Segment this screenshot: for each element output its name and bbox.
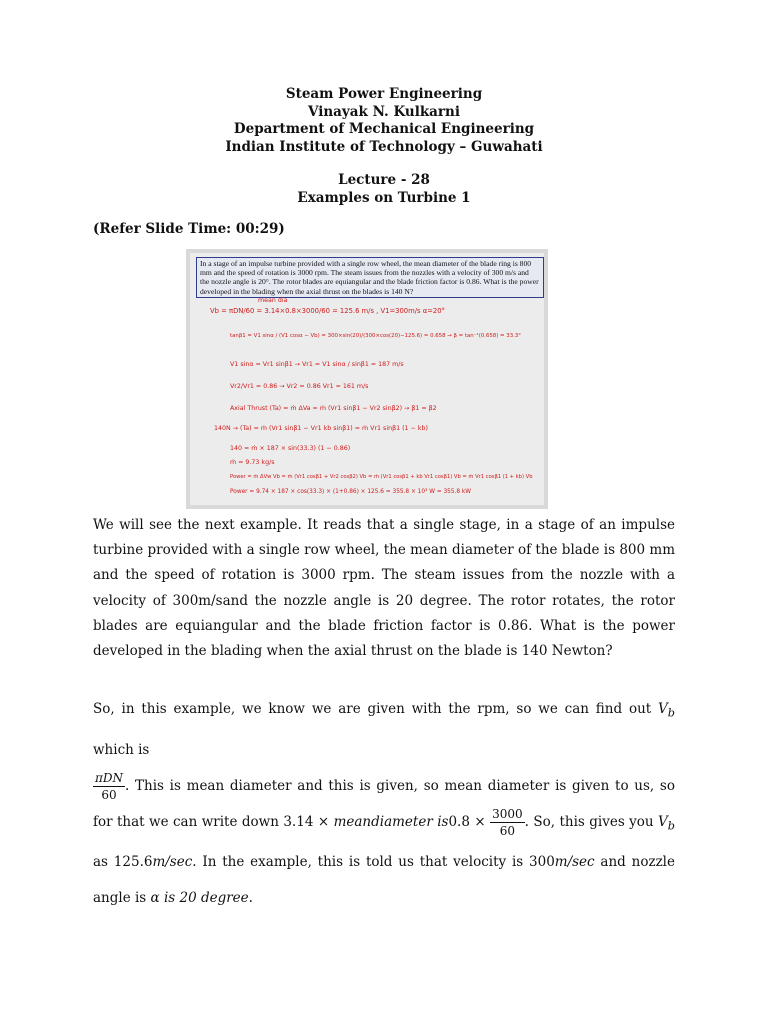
slide-line-mass-flow: ṁ = 9.73 kg/s	[230, 459, 275, 466]
slide-line-power-result: Power = 9.74 × 187 × cos(33.3) × (1+0.86) × 125.6 = 355.8 × 10³ W = 355.8 kW	[230, 489, 471, 495]
document-header	[0, 86, 768, 156]
slide-note-mean-dia: mean dia	[258, 297, 288, 304]
vb-symbol-2: $V_b$	[658, 813, 675, 833]
slide-line-axial-thrust: Axial Thrust (Ta) = ṁ ΔVa = ṁ (Vr1 sinβ1 − Vr2 sinβ2) → β1 = β2	[230, 405, 437, 412]
lecture-title: Examples on Turbine 1	[297, 189, 471, 206]
department-name: Department of Mechanical Engineering	[233, 121, 535, 137]
slide-line-vb: Vb = πDN/60 = 3.14×0.8×3000/60 = 125.6 m/s , V1=300m/s α=20°	[210, 307, 445, 315]
fraction-3000-60: $\frac{3000}{60}$	[492, 806, 523, 838]
slide-line-tan-beta: tanβ1 = V1 sinα / (V1 cosα − Vb) = 300×sin(20)/(300×cos(20)−125.6) = 0.658 → β = tan⁻¹(0.658) = 33.3°	[230, 333, 521, 339]
institute-name: Indian Institute of Technology – Guwahati	[225, 138, 543, 155]
slide-board	[190, 253, 544, 505]
slide-line-vr1: V1 sinα = Vr1 sinβ1 → Vr1 = V1 sinα / sinβ1 = 187 m/s	[230, 361, 404, 368]
slide-line-vr2: Vr2/Vr1 = 0.86 → Vr2 = 0.86 Vr1 = 161 m/s	[230, 383, 369, 390]
lecture-number: Lecture - 28	[338, 172, 430, 188]
slide-line-ta: 140N → (Ta) = ṁ (Vr1 sinβ1 − Vr1 kb sinβ1) = ṁ Vr1 sinβ1 (1 − kb)	[214, 425, 428, 432]
slide-line-power-formula: Power = ṁ ΔVw Vb = ṁ (Vr1 cosβ1 + Vr2 cosβ2) Vb = ṁ (Vr1 cosβ1 + kb Vr1 cosβ1) Vb = ṁ Vr1 cosβ1 (1 + kb) Vb	[230, 474, 533, 480]
paragraph-1: We will see the next example. It reads that a single stage, in a stage of an impulse turbine provided with a single row wheel, the mean diameter of the blade is 800 mm and the speed of rotation is 3000 rpm. The steam issues from the nozzle with a velocity of 300m/sand the nozzle angle is 20 degree. The rotor rotates, the rotor blades are equiangular and the blade friction factor is 0.86. What is the power developed in the blading when the axial thrust on the blade is 140 Newton?	[93, 517, 675, 660]
slide-line-140: 140 = ṁ × 187 × sin(33.3) (1 − 0.86)	[230, 445, 351, 452]
author-name: Vinayak N. Kulkarni	[308, 103, 460, 120]
vb-symbol: $V_b$	[658, 701, 675, 720]
fraction-pi-dn-60: $\frac{\text{πDN}}{60}$	[95, 770, 124, 802]
course-title: Steam Power Engineering	[285, 86, 483, 102]
refer-slide-time: (Refer Slide Time: 00:29)	[93, 221, 285, 237]
lecture-heading	[0, 172, 768, 207]
paragraph-2: So, in this example, we know we are given with the rpm, so we can find out $V_b$ which is $\frac{\text{πDN}}{60}$ . This is mean diameter and this is given, so mean diameter is given to us, so for that we can write down 3.14 × meandiameter is0.8 × $\frac{3000}{60}$ . So, this gives you $V_b$ as 125.6m/sec. In the example, this is told us that velocity is 300m/sec and nozzle angle is α is 20 degree.	[93, 701, 675, 907]
slide-problem-statement: In a stage of an impulse turbine provided with a single row wheel, the mean diameter of the blade ring is 800 mm and the speed of rotation is 3000 rpm. The steam issues from the nozzles with a velocity of 300 m/s and the nozzle angle is 20°. The rotor blades are equiangular and the blade friction factor is 0.86. What is the power developed in the blading when the axial thrust on the blades is 140 N?	[196, 257, 544, 298]
lecture-slide-image	[186, 249, 548, 509]
